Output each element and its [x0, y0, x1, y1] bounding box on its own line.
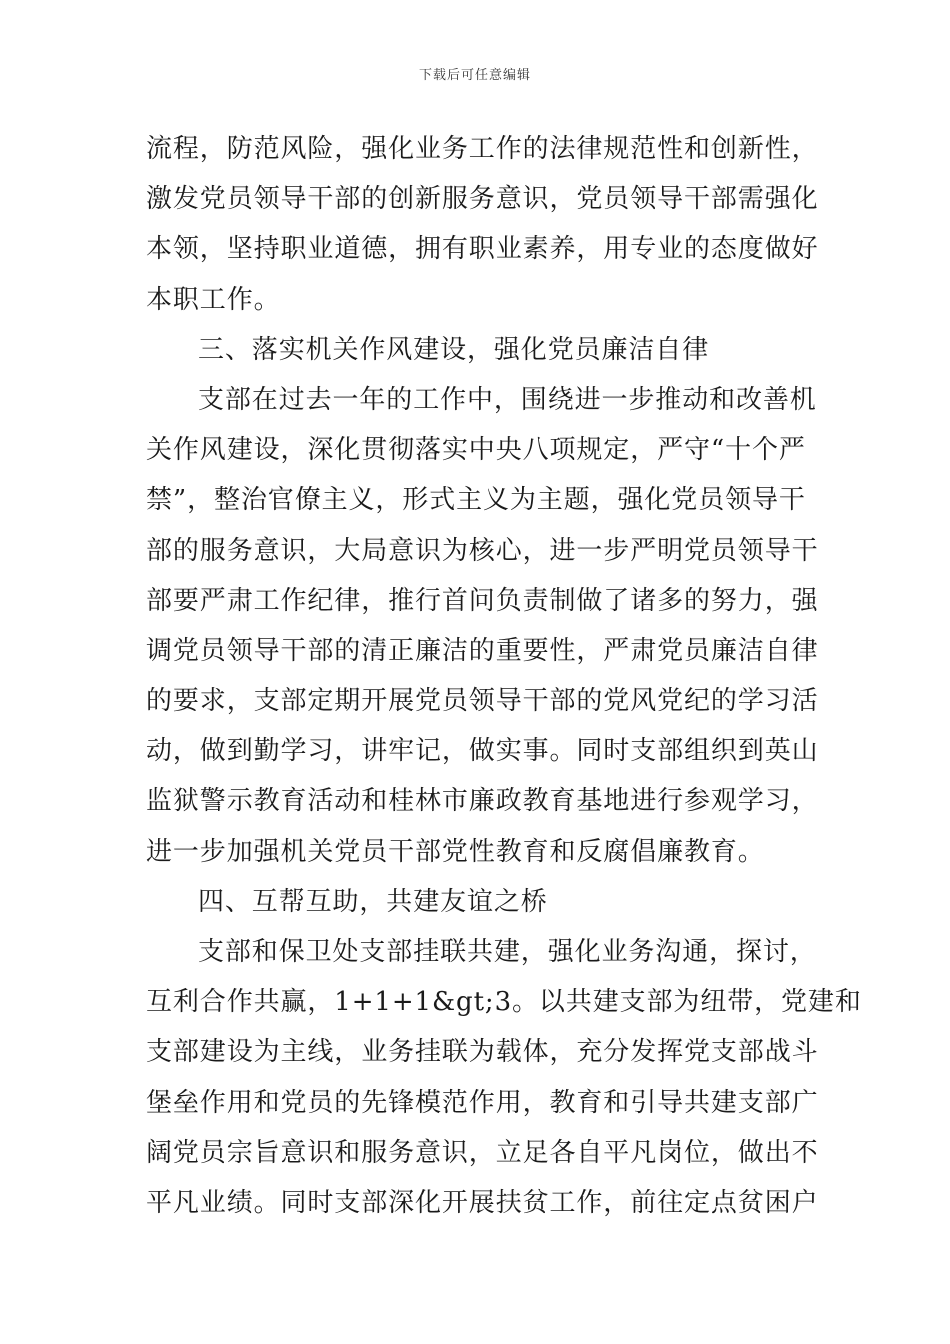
text-line: 平凡业绩。同时支部深化开展扶贫工作，前往定点贫困户	[146, 1187, 819, 1218]
text-line: 互利合作共赢，1+1+1&gt;3。以共建支部为纽带，党建和	[146, 987, 862, 1018]
text-line: 的要求，支部定期开展党员领导干部的党风党纪的学习活	[146, 686, 819, 717]
section-heading: 四、互帮互助，共建友谊之桥	[198, 886, 548, 917]
text-line: 部的服务意识，大局意识为核心，进一步严明党员领导干	[146, 535, 819, 566]
text-line: 进一步加强机关党员干部党性教育和反腐倡廉教育。	[146, 836, 765, 867]
paragraph-start: 支部和保卫处支部挂联共建，强化业务沟通，探讨，	[198, 937, 817, 967]
text-line: 堡垒作用和党员的先锋模范作用，教育和引导共建支部广	[146, 1087, 819, 1118]
text-line: 阔党员宗旨意识和服务意识，立足各自平凡岗位，做出不	[146, 1137, 819, 1168]
document-body	[146, 124, 862, 1228]
text-line: 禁”，整治官僚主义，形式主义为主题，强化党员领导干	[146, 485, 806, 516]
text-line: 流程，防范风险，强化业务工作的法律规范性和创新性，	[146, 134, 819, 164]
text-line: 关作风建设，深化贯彻落实中央八项规定，严守“十个严	[146, 435, 806, 466]
text-line: 部要严肃工作纪律，推行首问负责制做了诸多的努力，强	[146, 585, 819, 616]
text-line: 调党员领导干部的清正廉洁的重要性，严肃党员廉洁自律	[146, 635, 819, 666]
page-header: 下载后可任意编辑	[418, 68, 531, 83]
text-line: 本职工作。	[146, 284, 281, 315]
text-line: 动，做到勤学习，讲牢记，做实事。同时支部组织到英山	[146, 736, 819, 767]
text-line: 支部建设为主线，业务挂联为载体，充分发挥党支部战斗	[146, 1037, 819, 1068]
text-line: 本领，坚持职业道德，拥有职业素养，用专业的态度做好	[146, 234, 819, 265]
text-line: 激发党员领导干部的创新服务意识，党员领导干部需强化	[146, 184, 819, 215]
text-line: 监狱警示教育活动和桂林市廉政教育基地进行参观学习，	[146, 786, 819, 817]
section-heading: 三、落实机关作风建设，强化党员廉洁自律	[198, 334, 710, 365]
paragraph-start: 支部在过去一年的工作中，围绕进一步推动和改善机	[198, 384, 817, 415]
